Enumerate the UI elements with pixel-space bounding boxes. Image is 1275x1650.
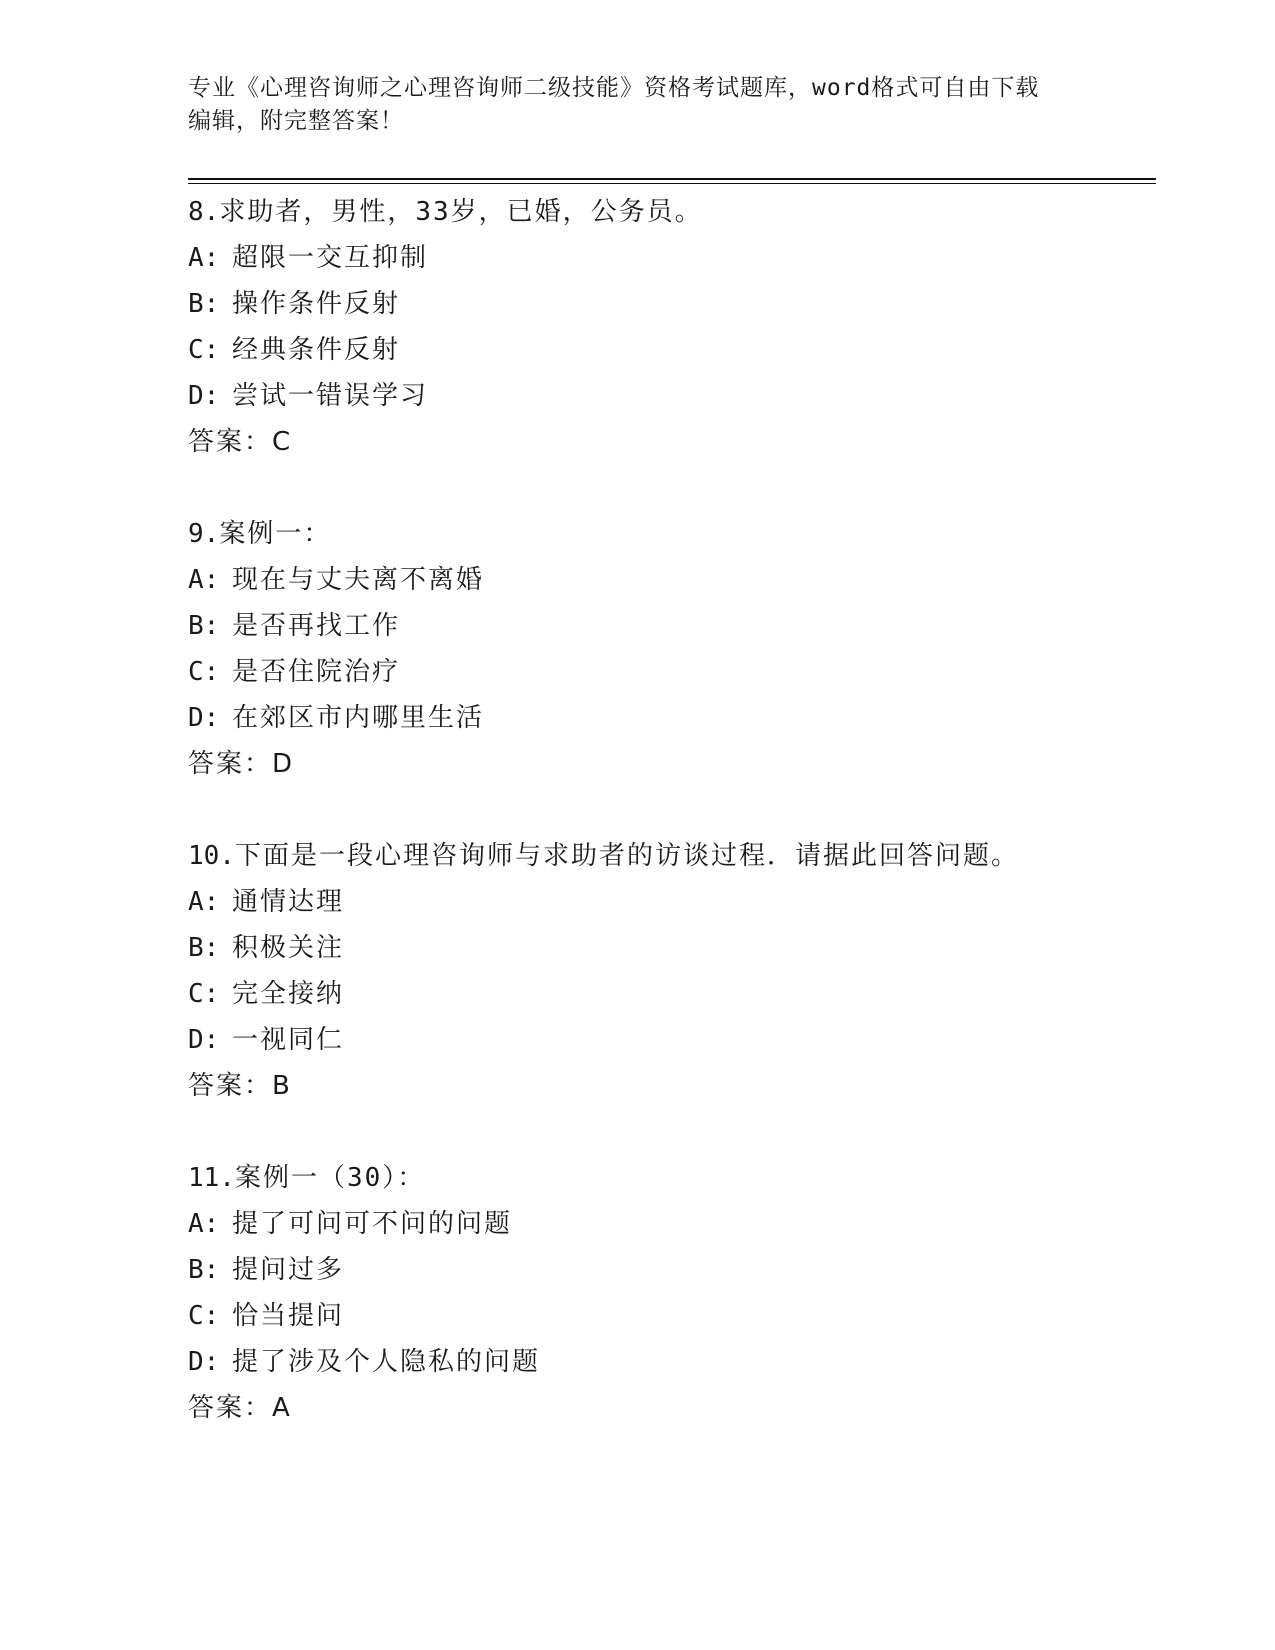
option-c: [188, 649, 1156, 695]
option-a: [188, 1201, 1156, 1247]
option-b: [188, 281, 1156, 327]
question-number: 8.: [188, 197, 220, 227]
option-b: [188, 925, 1156, 971]
question-stem: [188, 511, 1156, 557]
question-9: [188, 511, 1156, 787]
question-text: 求助者，男性，33岁，已婚，公务员。: [219, 197, 703, 227]
answer-label: 答案：: [188, 427, 273, 457]
header-line-1: 专业《心理咨询师之心理咨询师二级技能》资格考试题库，word格式可自由下载: [188, 75, 1040, 101]
answer-label: 答案：: [188, 1071, 273, 1101]
option-letter: C:: [188, 979, 220, 1009]
answer-label: 答案：: [188, 1393, 273, 1423]
option-a: [188, 235, 1156, 281]
option-letter: D:: [188, 1025, 220, 1055]
option-text: 提问过多: [232, 1255, 345, 1285]
answer-line: [188, 419, 1156, 465]
option-letter: A:: [188, 565, 220, 595]
option-letter: D:: [188, 381, 220, 411]
answer-line: [188, 1063, 1156, 1109]
option-text: 现在与丈夫离不离婚: [232, 565, 485, 595]
option-text: 提了涉及个人隐私的问题: [232, 1347, 541, 1377]
answer-line: [188, 1385, 1156, 1431]
option-letter: D:: [188, 703, 220, 733]
option-text: 完全接纳: [232, 979, 345, 1009]
question-stem: [188, 833, 1156, 879]
option-text: 尝试一错误学习: [232, 381, 429, 411]
option-letter: B:: [188, 1255, 220, 1285]
question-number: 11.: [188, 1163, 235, 1193]
answer-value: C: [272, 427, 291, 457]
option-c: [188, 327, 1156, 373]
option-letter: C:: [188, 657, 220, 687]
answer-value: D: [272, 749, 293, 779]
option-letter: B:: [188, 611, 220, 641]
header-divider-thick: [188, 178, 1156, 180]
question-text: 下面是一段心理咨询师与求助者的访谈过程．请据此回答问题。: [234, 841, 1019, 871]
option-text: 经典条件反射: [232, 335, 401, 365]
question-number: 9.: [188, 519, 220, 549]
option-c: [188, 1293, 1156, 1339]
option-text: 超限一交互抑制: [232, 243, 429, 273]
option-text: 在郊区市内哪里生活: [232, 703, 485, 733]
question-text: 案例一：: [219, 519, 332, 549]
option-letter: C:: [188, 1301, 220, 1331]
question-stem: [188, 1155, 1156, 1201]
option-b: [188, 1247, 1156, 1293]
option-d: [188, 695, 1156, 741]
question-text: 案例一（30）：: [234, 1163, 426, 1193]
option-text: 通情达理: [232, 887, 345, 917]
option-letter: C:: [188, 335, 220, 365]
option-letter: B:: [188, 933, 220, 963]
option-letter: B:: [188, 289, 220, 319]
option-text: 积极关注: [232, 933, 345, 963]
option-text: 是否再找工作: [232, 611, 401, 641]
option-text: 操作条件反射: [232, 289, 401, 319]
option-letter: A:: [188, 1209, 220, 1239]
option-text: 一视同仁: [232, 1025, 345, 1055]
question-stem: [188, 189, 1156, 235]
option-c: [188, 971, 1156, 1017]
document-header: [188, 72, 1088, 138]
answer-value: B: [272, 1071, 290, 1101]
question-8: [188, 189, 1156, 465]
question-list: [188, 189, 1156, 1477]
option-a: [188, 557, 1156, 603]
answer-label: 答案：: [188, 749, 273, 779]
option-letter: A:: [188, 243, 220, 273]
option-letter: A:: [188, 887, 220, 917]
option-b: [188, 603, 1156, 649]
header-line-2: 编辑，附完整答案！: [188, 108, 404, 134]
option-a: [188, 879, 1156, 925]
option-d: [188, 1339, 1156, 1385]
question-10: [188, 833, 1156, 1109]
option-text: 是否住院治疗: [232, 657, 401, 687]
option-text: 提了可问可不问的问题: [232, 1209, 513, 1239]
option-text: 恰当提问: [232, 1301, 345, 1331]
option-d: [188, 373, 1156, 419]
header-divider-thin: [188, 183, 1156, 184]
option-d: [188, 1017, 1156, 1063]
question-number: 10.: [188, 841, 235, 871]
answer-value: A: [272, 1393, 290, 1423]
option-letter: D:: [188, 1347, 220, 1377]
question-11: [188, 1155, 1156, 1431]
answer-line: [188, 741, 1156, 787]
